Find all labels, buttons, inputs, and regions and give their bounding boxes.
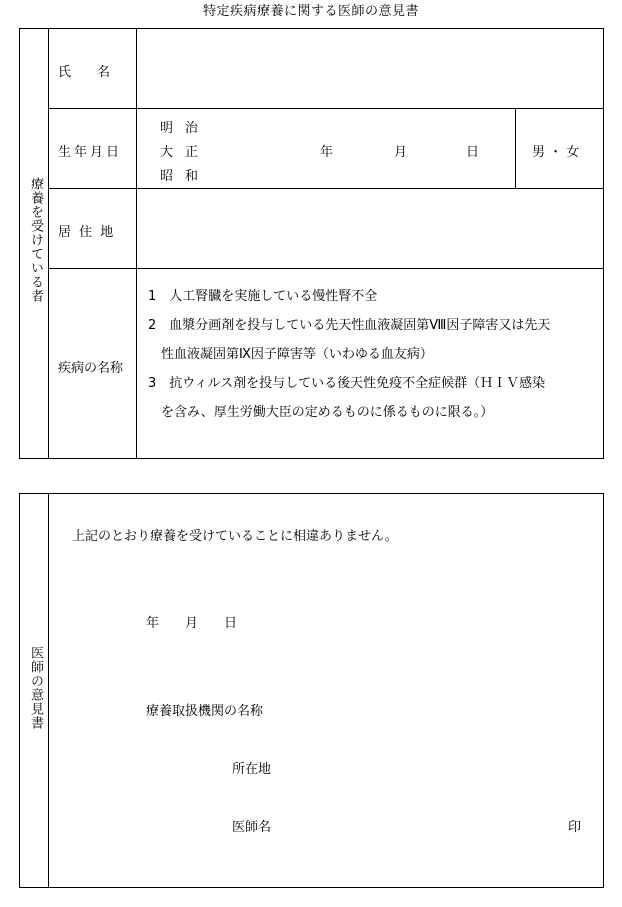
seal-mark: 印 [568, 820, 582, 835]
name-field[interactable] [138, 30, 602, 107]
disease-item: を含み、厚生労働大臣の定めるものに係るものに限る。） [148, 405, 494, 420]
disease-item[interactable]: 2 血漿分画剤を投与している先天性血液凝固第Ⅷ因子障害又は先天 [148, 318, 551, 333]
name-label: 氏 名 [58, 65, 111, 80]
birth-label: 生年月日 [58, 145, 123, 160]
document-title: 特定疾病療養に関する医師の意見書 [202, 4, 419, 19]
sex-selector[interactable]: 男 ・ 女 [532, 145, 580, 160]
era-showa[interactable]: 昭和 [160, 169, 211, 184]
era-meiji[interactable]: 明治 [160, 121, 211, 136]
address-label: 居 住 地 [58, 225, 116, 240]
address-field[interactable] [138, 190, 602, 267]
date-field[interactable]: 年 月 日 [146, 616, 238, 631]
doctor-name-label: 医師名 [232, 820, 272, 835]
disease-item[interactable]: 3 抗ウィルス剤を投与している後天性免疫不全症候群（ＨＩＶ感染 [148, 376, 546, 391]
opinion-table [19, 493, 604, 888]
patient-table [19, 28, 604, 459]
statement-text: 上記のとおり療養を受けていることに相違ありません。 [72, 529, 398, 544]
birth-month: 月 [394, 145, 408, 160]
disease-item[interactable]: 1 人工腎臓を実施している慢性腎不全 [148, 289, 378, 304]
disease-label: 疾病の名称 [58, 361, 124, 376]
institution-label: 療養取扱機関の名称 [146, 704, 264, 719]
opinion-side-label: 医師の意見書 [28, 646, 43, 730]
birth-day: 日 [466, 145, 480, 160]
location-label: 所在地 [232, 762, 272, 777]
disease-item: 性血液凝固第Ⅸ因子障害等（いわゆる血友病） [148, 347, 433, 362]
patient-side-label: 療養を受けている者 [28, 177, 43, 303]
birth-year: 年 [320, 145, 334, 160]
era-taisho[interactable]: 大正 [160, 145, 211, 160]
